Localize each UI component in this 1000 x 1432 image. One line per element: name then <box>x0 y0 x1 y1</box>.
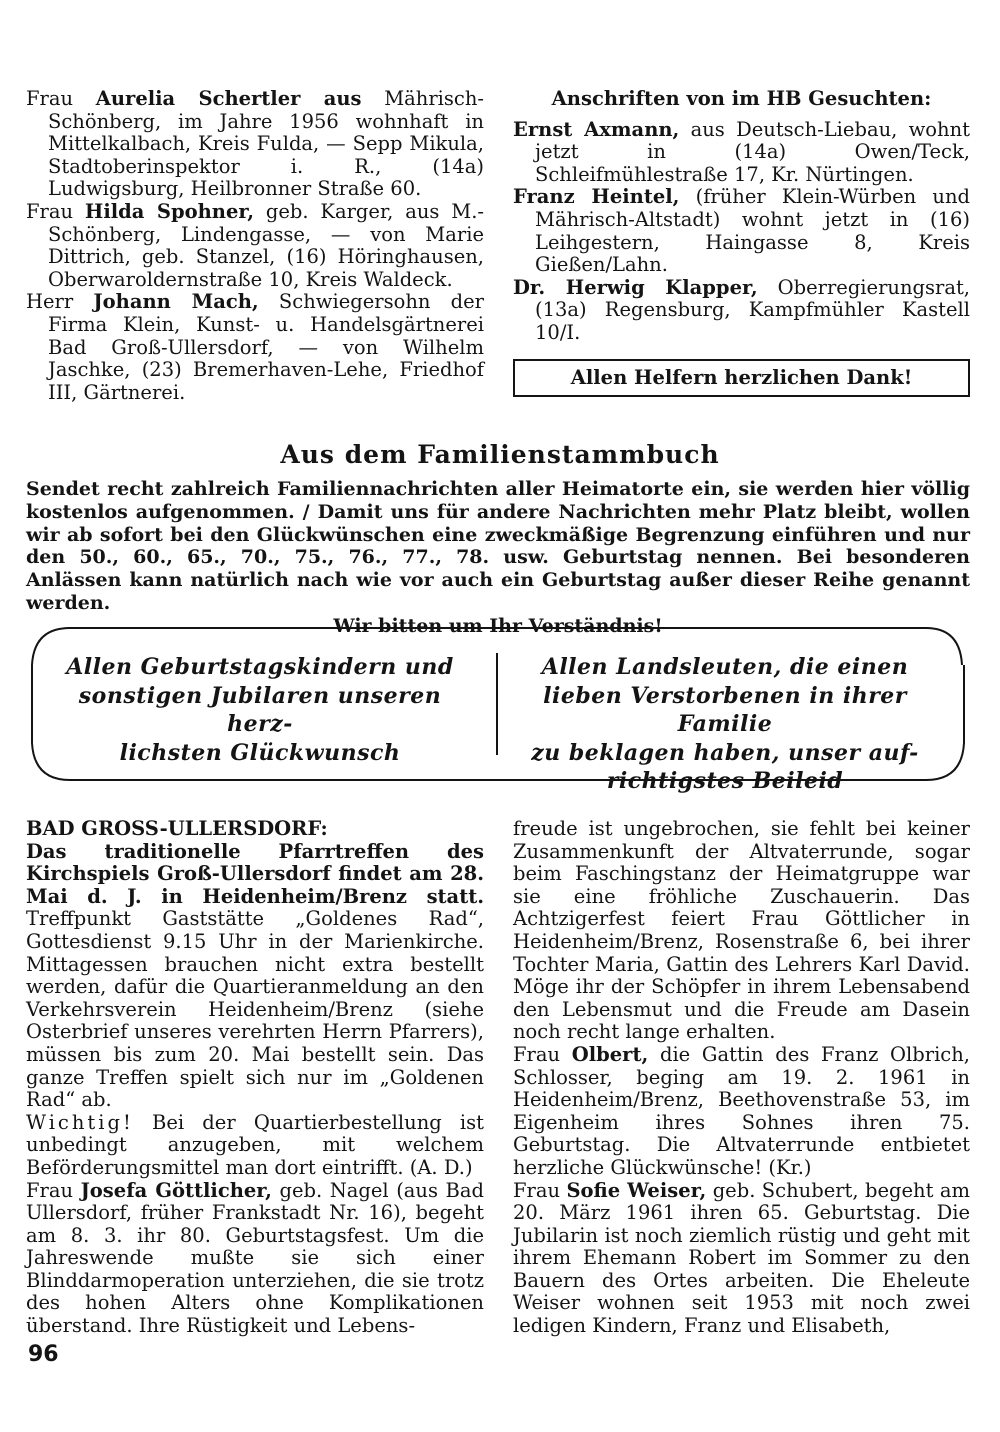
person-name: Olbert, <box>571 1042 649 1066</box>
entry-prefix: Frau <box>26 199 85 223</box>
article-text: Treffpunkt Gaststätte „Goldenes Rad“, Gottesdienst 9.15 Uhr in der Marienkirche. Mittagessen brauchen nicht extra bestellt werden, dafür die Quartieranmeldung an den Verkehrsverein Heidenheim/Brenz (siehe Osterbrief unseres verehrten Herrn Pfarrers), müssen bis zum 20. Mai bestellt sein. Das ganze Treffen spielt sich nur im „Goldenen Rad“ ab. <box>26 907 484 1112</box>
article-paragraph: Frau Josefa Göttlicher, geb. Nagel (aus Bad Ullersdorf, früher Frankstadt Nr. 16), begeht am 8. 3. ihr 80. Geburtstagsfest. Um die Jahreswende mußte sie sich einer Blinddarmoperation unterziehen, die sie trotz des hohen Alters ohne Komplikationen überstand. Ihre Rüstigkeit und Lebens- <box>26 1178 484 1338</box>
entry-schertler <box>26 88 484 201</box>
article-text: die Gattin des Franz Olbrich, Schlosser, beging am 19. 2. 1961 in Heidenheim/Brenz, Beethovenstraße 53, im Eigenheim ihres Sohnes ihren 75. Geburtstag. Die Altvaterrunde entbietet herzliche Glückwünsche! (Kr.) <box>513 1042 970 1179</box>
section-intro <box>26 478 970 638</box>
article-heading: BAD GROSS-ULLERSDORF: <box>26 817 328 840</box>
entry-name: Hilda Spohner, <box>84 199 254 223</box>
note-label: Wichtig! <box>26 1110 134 1134</box>
article-paragraph <box>26 1112 484 1180</box>
found-addresses <box>513 88 970 397</box>
entry-name: Franz Heintel, <box>513 185 680 209</box>
greeting-line: zu beklagen haben, unser auf- <box>531 739 919 766</box>
greeting-line: lieben Verstorbenen in ihrer Familie <box>543 682 907 737</box>
section-title: Aus dem Familienstammbuch <box>280 440 720 469</box>
birthday-greeting <box>50 653 470 767</box>
entry-prefix: Frau <box>26 87 96 110</box>
greetings-box <box>30 625 966 794</box>
person-name: Sofie Weiser, <box>566 1178 707 1202</box>
entry-name: Aurelia Schertler aus <box>95 87 362 110</box>
greeting-line: Allen Landsleuten, die einen <box>541 654 909 680</box>
article-paragraph: freude ist ungebrochen, sie fehlt bei keiner Zusammenkunft der Altvaterrunde, sogar beim Faschingstanz der Heimatgruppe war sie eine fröhliche Zuschauerin. Das Achtzigerfest feiert Frau Göttlicher in Heidenheim/Brenz, Rosenstraße 6, bei ihrer Tochter Maria, Gattin des Lehrers Karl David. Möge ihr der Schöpfer in ihrem Lebensabend den Lebensmut und die Freude am Dasein noch recht lange erhalten. <box>513 817 970 1044</box>
entry-text: Oberregierungsrat, (13a) Regensburg, Kampfmühler Kastell 10/I. <box>535 275 970 344</box>
entry-name: Ernst Axmann, <box>513 117 680 141</box>
article-paragraph <box>26 841 484 1112</box>
entry-klapper <box>513 277 970 345</box>
intro-closing: Wir bitten um Ihr Verständnis! <box>333 614 663 637</box>
intro-text: Sendet recht zahlreich Familiennachrichten aller Heimatorte ein, sie werden hier völlig kostenlos aufgenommen. / Damit uns für andere Nachrichten mehr Platz bleibt, wollen wir ab sofort bei den Glückwünschen eine zweckmäßige Begrenzung einführen und nur den 50., 60., 65., 70., 75., 76., 77., 78. usw. Geburtstag nennen. Bei besonderen Anlässen kann natürlich nach wie vor auch ein Geburtstag außer dieser Reihe genannt werden. <box>26 478 970 614</box>
article-lead: Das traditionelle Pfarrtreffen des Kirchspiels Groß-Ullersdorf findet am 28. Mai d. J. in Heidenheim/Brenz statt. <box>26 839 484 908</box>
entry-name: Dr. Herwig Klapper, <box>513 275 758 299</box>
person-name: Josefa Göttlicher, <box>80 1178 272 1202</box>
entry-mach <box>26 291 484 404</box>
article-text: geb. Schubert, begeht am 20. März 1961 ihren 65. Geburtstag. Die Jubilarin ist noch ziemlich rüstig und geht mit ihrem Ehemann Robert im Sommer zu den Bauern des Ortes arbeiten. Die Eheleute Weiser wohnen seit 1953 mit noch zwei ledigen Kindern, Franz und Elisabeth, <box>513 1178 970 1338</box>
article-paragraph: Frau Sofie Weiser, geb. Schubert, begeht am 20. März 1961 ihren 65. Geburtstag. Die Jubilarin ist noch ziemlich rüstig und geht mit ihrem Ehemann Robert im Sommer zu den Bauern des Ortes arbeiten. Die Eheleute Weiser wohnen seit 1953 mit noch zwei ledigen Kindern, Franz und Elisabeth, <box>513 1178 970 1338</box>
article-paragraph: Frau Olbert, die Gattin des Franz Olbrich, Schlosser, beging am 19. 2. 1961 in Heidenheim/Brenz, Beethovenstraße 53, im Eigenheim ihres Sohnes ihren 75. Geburtstag. Die Altvaterrunde entbietet herzliche Glückwünsche! (Kr.) <box>513 1042 970 1179</box>
entry-text: (früher Klein-Würben und Mährisch-Altstadt) wohnt jetzt in (16) Leihgestern, Haingasse 8, Kreis Gießen/Lahn. <box>535 185 970 277</box>
entry-text: geb. Karger, aus M.-Schönberg, Lindengasse, — von Marie Dittrich, geb. Stanzel, (16) Höringhausen, Oberwaroldernstraße 10, Kreis Waldeck. <box>48 199 484 291</box>
entry-prefix: Herr <box>26 290 94 314</box>
article-text: geb. Nagel (aus Bad Ullersdorf, früher Frankstadt Nr. 16), begeht am 8. 3. ihr 80. Geburtstagsfest. Um die Jahreswende mußte sie sich einer Blinddarmoperation unterziehen, die sie trotz des hohen Alters ohne Komplikationen überstand. Ihre Rüstigkeit und Lebens- <box>26 1178 484 1338</box>
entry-spohner <box>26 201 484 291</box>
page-number: 96 <box>28 1342 59 1367</box>
thanks-box: Allen Helfern herzlichen Dank! <box>513 359 970 397</box>
greeting-line: Allen Geburtstagskindern und <box>66 654 454 680</box>
entry-heintel <box>513 186 970 276</box>
greeting-line: lichsten Glückwunsch <box>119 739 401 766</box>
missing-persons-list <box>26 88 484 404</box>
condolence-greeting <box>515 653 935 796</box>
addresses-heading: Anschriften von im HB Gesuchten: <box>551 87 932 110</box>
article-left-column <box>26 818 484 1338</box>
entry-name: Johann Mach, <box>93 290 259 314</box>
entry-text: aus Deutsch-Liebau, wohnt jetzt in (14a) Owen/Teck, Schleifmühlestraße 17, Kr. Nürtingen. <box>535 117 970 186</box>
article-text: Bei der Quartierbestellung ist unbedingt anzugeben, mit welchem Beförderungsmittel man dort eintrifft. (A. D.) <box>26 1110 484 1179</box>
greeting-line: richtigstes Beileid <box>606 768 844 794</box>
entry-text: Mährisch-Schönberg, im Jahre 1956 wohnhaft in Mittelkalbach, Kreis Fulda, — Sepp Mikula, Stadtoberinspektor i. R., (14a) Ludwigsburg, Heilbronner Straße 60. <box>48 87 484 201</box>
greeting-line: sonstigen Jubilaren unseren herz- <box>78 682 442 737</box>
entry-text: Schwiegersohn der Firma Klein, Kunst- u. Handelsgärtnerei Bad Groß-Ullersdorf, — von Wilhelm Jaschke, (23) Bremerhaven-Lehe, Friedhof III, Gärtnerei. <box>48 290 485 404</box>
article-right-column <box>513 818 970 1338</box>
entry-axmann <box>513 119 970 187</box>
